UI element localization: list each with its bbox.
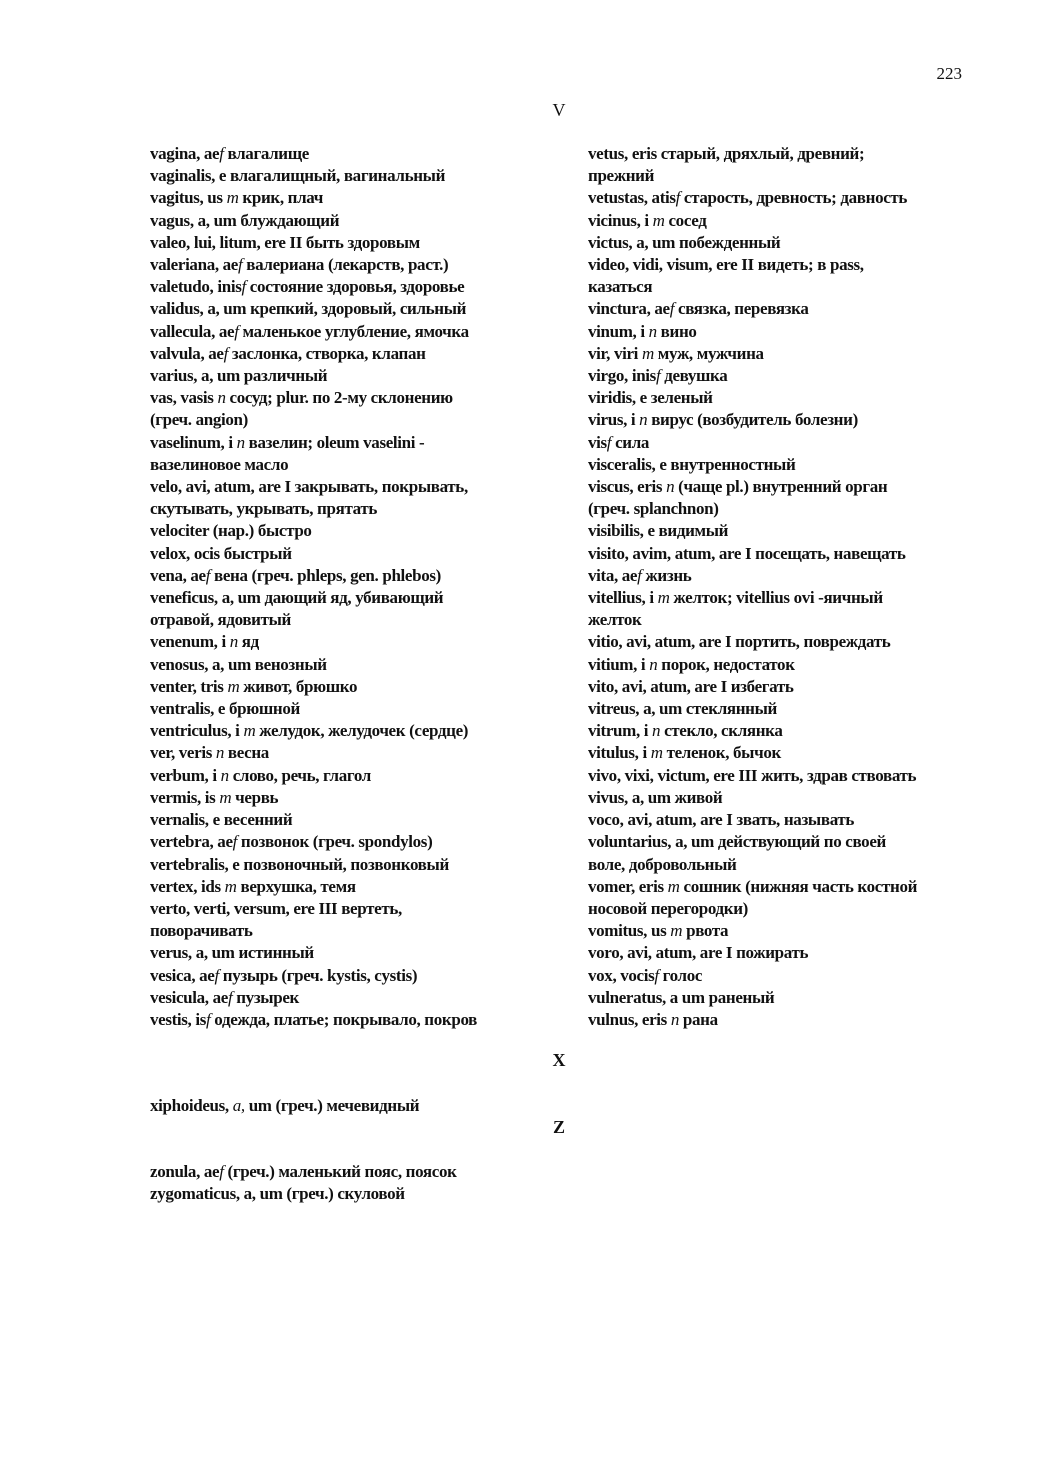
dictionary-entry — [150, 809, 550, 831]
entry-headword-text: xiphoideus, — [150, 1096, 233, 1115]
dictionary-entry — [150, 298, 550, 320]
entry-gender-marker: f — [637, 565, 642, 585]
entry-headword-text: valeo, lui, litum, ere II быть здоровым — [150, 232, 420, 252]
entry-definition-text: муж, мужчина — [653, 343, 764, 363]
entry-definition-text: пузырек — [232, 987, 299, 1007]
entry-gender-marker: f — [606, 432, 612, 452]
dictionary-entry — [150, 232, 550, 254]
dictionary-entry — [150, 387, 550, 409]
dictionary-entry — [588, 387, 988, 409]
entry-headword-text: valvula, ae — [150, 343, 224, 363]
dictionary-entry — [588, 942, 988, 964]
entry-definition-text: рана — [679, 1009, 718, 1029]
entry-headword-text: visito, avim, atum, are I посещать, навещать — [588, 543, 906, 563]
entry-definition-text: червь — [231, 787, 279, 807]
entry-definition-text: состояние здоровья, здоровье — [245, 277, 465, 297]
entry-continuation — [588, 854, 988, 876]
entry-gender-marker: m — [227, 676, 240, 696]
entry-headword-text: vermis, is — [150, 787, 220, 807]
entry-headword-text: vena, ae — [150, 565, 206, 585]
entry-gender-marker: f — [234, 321, 239, 341]
entry-gender-marker: m — [652, 210, 665, 230]
dictionary-entry — [588, 365, 988, 387]
entry-definition-text: валериана (лекарств, раст.) — [242, 255, 449, 275]
entry-headword-text: vomer, eris — [588, 876, 668, 896]
entry-headword-text: (греч. splanchnon) — [588, 499, 719, 519]
entry-definition-text: жизнь — [641, 565, 692, 585]
entry-definition-text: порок, недостаток — [657, 654, 795, 674]
dictionary-entry — [150, 210, 550, 232]
dictionary-entry — [150, 676, 550, 698]
entry-headword-text: vestis, is — [150, 1009, 207, 1029]
entry-definition-text: заслонка, створка, клапан — [227, 343, 426, 363]
dictionary-entry — [588, 187, 988, 209]
entry-headword-text: viridis, e зеленый — [588, 388, 713, 408]
entry-headword-text: virus, i — [588, 410, 640, 430]
section-heading-z: Z — [552, 1117, 565, 1137]
entry-headword-text: vitellius, i — [588, 588, 658, 608]
entry-definition-text: (греч.) маленький пояс, поясок — [223, 1162, 457, 1181]
entry-headword-text: visceralis, e внутренностный — [588, 454, 796, 474]
dictionary-entry — [588, 809, 988, 831]
entry-headword-text: vertex, ids — [150, 876, 225, 896]
dictionary-entry — [150, 831, 550, 853]
entry-gender-marker: m — [226, 188, 239, 208]
entry-continuation — [588, 276, 988, 298]
entry-definition-text: рвота — [682, 921, 729, 941]
dictionary-entry — [588, 987, 988, 1009]
entry-headword-text: воле, добровольный — [588, 854, 737, 874]
entry-headword-text: vir, viri — [588, 343, 642, 363]
dictionary-entry — [150, 165, 550, 187]
dictionary-entry — [588, 787, 988, 809]
entry-continuation — [150, 409, 550, 431]
dictionary-entry — [588, 742, 988, 764]
entry-headword-text: vaselinum, i — [150, 432, 237, 452]
dictionary-entry — [588, 965, 988, 987]
entry-headword-text: vinum, i — [588, 321, 649, 341]
entry-headword-text: venenum, i — [150, 632, 230, 652]
dictionary-entry — [150, 720, 550, 742]
section-heading-v: V — [552, 100, 566, 120]
entry-definition-text: пузырь (греч. kystis, cystis) — [218, 965, 418, 985]
entry-headword-text: vertebralis, e позвоночный, позвонковый — [150, 854, 449, 874]
entry-headword-text: valeriana, ae — [150, 255, 238, 275]
entry-headword-text: venosus, a, um венозный — [150, 654, 327, 674]
entry-headword-text: varius, a, um различный — [150, 366, 328, 386]
entry-headword-text: voluntarius, a, um действующий по своей — [588, 832, 886, 852]
entry-continuation — [150, 498, 550, 520]
entry-definition-text: слово, речь, глагол — [228, 765, 371, 785]
entry-definition-text: сосуд; plur. по 2-му склонению — [225, 388, 453, 408]
dictionary-entry — [150, 987, 550, 1009]
entry-headword-text: vagus, a, um блуждающий — [150, 210, 340, 230]
dictionary-entry — [150, 965, 550, 987]
entry-continuation — [588, 898, 988, 920]
entry-gender-marker: n — [649, 654, 658, 674]
dictionary-entry — [150, 742, 550, 764]
dictionary-entry — [150, 898, 550, 920]
entry-headword-text: ventriculus, i — [150, 721, 244, 741]
entry-definition-text: позвонок (греч. spondylos) — [237, 832, 433, 852]
entry-gender-marker: m — [657, 588, 670, 608]
entry-headword-text: voco, avi, atum, are I звать, называть — [588, 810, 855, 830]
entry-headword-text: veneficus, a, um дающий яд, убивающий — [150, 588, 444, 608]
dictionary-entry — [588, 232, 988, 254]
entry-headword-text: velo, avi, atum, are I закрывать, покрывать, — [150, 477, 468, 497]
dictionary-entry — [150, 343, 550, 365]
entry-definition-text: связка, перевязка — [674, 299, 809, 319]
entry-headword-text: (греч. angion) — [150, 410, 248, 430]
entry-headword-text: vulneratus, a um раненый — [588, 987, 775, 1007]
entry-headword-text: vitreus, a, um стеклянный — [588, 699, 777, 719]
entry-gender-marker: m — [219, 787, 232, 807]
entry-gender-marker: n — [666, 477, 675, 497]
entry-gender-marker: m — [243, 721, 256, 741]
entries-x-column — [150, 1095, 550, 1117]
entry-gender-marker: n — [229, 632, 238, 652]
entry-headword-text: отравой, ядовитый — [150, 610, 291, 630]
entry-definition-text: сила — [611, 432, 650, 452]
dictionary-entry — [588, 920, 988, 942]
entry-definition-text: um (греч.) мечевидный — [244, 1096, 420, 1115]
entry-definition-text: девушка — [660, 366, 728, 386]
entry-headword-text: vicinus, i — [588, 210, 653, 230]
dictionary-entry — [150, 432, 550, 454]
dictionary-entry — [150, 143, 550, 165]
entry-gender-marker: f — [654, 965, 659, 985]
entry-continuation — [588, 498, 988, 520]
section-heading-x: X — [552, 1050, 566, 1070]
dictionary-entry — [588, 654, 988, 676]
entry-headword-text: vivo, vixi, victum, ere III жить, здрав ствовать — [588, 765, 917, 785]
entry-headword-text: vesicula, ae — [150, 987, 228, 1007]
entry-headword-text: vis — [588, 432, 607, 452]
entry-headword-text: скутывать, укрывать, прятать — [150, 499, 378, 519]
dictionary-entry — [588, 765, 988, 787]
entry-headword-text: verus, a, um истинный — [150, 943, 314, 963]
dictionary-entry — [588, 1009, 988, 1031]
entry-headword-text: vivus, a, um живой — [588, 787, 723, 807]
entry-definition-text: вазелин; oleum vaselini - — [244, 432, 425, 452]
entry-headword-text: victus, a, um побежденный — [588, 232, 781, 252]
dictionary-entry — [588, 520, 988, 542]
entry-headword-text: ventralis, e брюшной — [150, 699, 300, 719]
entry-definition-text: стекло, склянка — [660, 721, 783, 741]
entry-headword-text: vinctura, ae — [588, 299, 670, 319]
entry-gender-marker: n — [639, 410, 648, 430]
entry-definition-text: маленькое углубление, ямочка — [238, 321, 469, 341]
entry-headword-text: носовой перегородки) — [588, 898, 748, 918]
entry-definition-text: желудок, желудочек (сердце) — [255, 721, 469, 741]
entry-definition-text: вена (греч. phleps, gen. phlebos) — [210, 565, 441, 585]
dictionary-entry — [150, 1183, 550, 1205]
dictionary-entry — [588, 876, 988, 898]
dictionary-entry — [588, 720, 988, 742]
entry-continuation — [150, 609, 550, 631]
entry-headword-text: vetustas, atis — [588, 188, 676, 208]
entry-definition-text: сошник (нижняя часть костной — [679, 876, 918, 896]
entry-headword-text: voro, avi, atum, are I пожирать — [588, 943, 809, 963]
dictionary-entry — [588, 321, 988, 343]
dictionary-entry — [588, 432, 988, 454]
dictionary-entry — [588, 254, 988, 276]
entry-headword-text: vitrum, i — [588, 721, 653, 741]
entry-definition-text: голос — [658, 965, 703, 985]
entry-headword-text: vertebra, ae — [150, 832, 233, 852]
entry-headword-text: virgo, inis — [588, 366, 656, 386]
entry-gender-marker: n — [217, 388, 226, 408]
entry-gender-marker: f — [223, 343, 228, 363]
entry-headword-text: vomitus, us — [588, 921, 671, 941]
entry-headword-text: validus, a, um крепкий, здоровый, сильный — [150, 299, 467, 319]
entry-headword-text: казаться — [588, 277, 653, 297]
entry-continuation — [150, 454, 550, 476]
dictionary-entry — [588, 210, 988, 232]
entry-definition-text: крик, плач — [238, 188, 323, 208]
entry-gender-marker: n — [670, 1009, 679, 1029]
entry-continuation — [150, 920, 550, 942]
dictionary-entry — [150, 765, 550, 787]
dictionary-entry — [588, 343, 988, 365]
dictionary-entry — [150, 1095, 550, 1117]
dictionary-entry — [588, 409, 988, 431]
entry-definition-text: живот, брюшко — [239, 676, 358, 696]
entry-continuation — [588, 609, 988, 631]
entry-headword-text: zonula, ae — [150, 1162, 220, 1181]
entry-gender-marker: f — [205, 565, 211, 585]
entry-gender-marker: f — [219, 144, 224, 163]
entry-headword-text: vito, avi, atum, are I избегать — [588, 676, 794, 696]
entry-definition-text: вино — [656, 321, 697, 341]
entry-gender-marker: f — [232, 832, 238, 852]
entry-gender-marker: m — [650, 743, 663, 763]
dictionary-entry — [588, 698, 988, 720]
entry-headword-text: поворачивать — [150, 921, 253, 941]
entry-continuation — [588, 165, 988, 187]
entry-headword-text: viscus, eris — [588, 477, 667, 497]
entry-gender-marker: n — [236, 432, 245, 452]
dictionary-entry — [150, 321, 550, 343]
entry-headword-text: zygomaticus, a, um (греч.) скуловой — [150, 1184, 405, 1204]
entry-headword-text: vernalis, e весенний — [150, 810, 293, 830]
entry-gender-marker: m — [641, 343, 654, 363]
dictionary-entry — [150, 698, 550, 720]
dictionary-entry — [588, 543, 988, 565]
dictionary-entry — [150, 476, 550, 498]
entry-definition-text: яд — [237, 632, 259, 652]
dictionary-entry — [150, 254, 550, 276]
dictionary-entry — [588, 298, 988, 320]
entry-gender-marker: n — [648, 321, 657, 341]
entry-gender-marker: a, — [232, 1096, 245, 1115]
entry-definition-text: (чаще pl.) внутренний орган — [674, 477, 888, 497]
dictionary-entry — [150, 854, 550, 876]
dictionary-entry — [150, 631, 550, 653]
entry-gender-marker: n — [220, 765, 229, 785]
entry-headword-text: vagina, ae — [150, 144, 220, 163]
dictionary-entry — [588, 143, 988, 165]
entries-z-column — [150, 1161, 550, 1205]
dictionary-entry — [150, 543, 550, 565]
entry-gender-marker: m — [667, 876, 680, 896]
entry-headword-text: вазелиновое масло — [150, 454, 289, 474]
entry-gender-marker: m — [670, 921, 683, 941]
entry-headword-text: vagitus, us — [150, 188, 227, 208]
dictionary-entry — [150, 587, 550, 609]
entry-headword-text: verbum, i — [150, 765, 221, 785]
entry-headword-text: vitium, i — [588, 654, 650, 674]
dictionary-entry — [588, 565, 988, 587]
entry-headword-text: velociter (нар.) быстро — [150, 521, 312, 541]
entry-definition-text: весна — [224, 743, 269, 763]
entry-gender-marker: n — [652, 721, 661, 741]
entry-headword-text: visibilis, e видимый — [588, 521, 729, 541]
entry-definition-text: верхушка, темя — [236, 876, 356, 896]
entry-gender-marker: f — [214, 965, 219, 985]
dictionary-entry — [150, 942, 550, 964]
entry-headword-text: vas, vasis — [150, 388, 218, 408]
dictionary-entry — [150, 565, 550, 587]
entry-gender-marker: f — [675, 188, 681, 208]
entry-gender-marker: f — [219, 1162, 224, 1181]
dictionary-entry — [150, 520, 550, 542]
entry-headword-text: valetudo, inis — [150, 277, 242, 297]
entry-definition-text: сосед — [664, 210, 707, 230]
entry-headword-text: прежний — [588, 166, 655, 186]
entry-headword-text: vulnus, eris — [588, 1009, 671, 1029]
entry-headword-text: video, vidi, visum, ere II видеть; в pass, — [588, 255, 864, 275]
entry-headword-text: ver, veris — [150, 743, 216, 763]
dictionary-entry — [588, 676, 988, 698]
entry-gender-marker: f — [655, 366, 661, 386]
entry-definition-text: желток; vitellius ovi -яичный — [669, 588, 883, 608]
entry-gender-marker: f — [238, 255, 243, 275]
entry-headword-text: vitulus, i — [588, 743, 651, 763]
entry-definition-text: влагалище — [223, 144, 309, 163]
entry-headword-text: желток — [588, 610, 642, 630]
dictionary-entry — [588, 831, 988, 853]
entry-headword-text: vaginalis, e влагалищный, вагинальный — [150, 166, 446, 186]
dictionary-entry — [150, 1161, 550, 1183]
dictionary-entry — [588, 476, 988, 498]
entry-headword-text: venter, tris — [150, 676, 228, 696]
entry-gender-marker: f — [227, 987, 233, 1007]
entry-headword-text: vetus, eris старый, дряхлый, древний; — [588, 144, 865, 163]
entry-headword-text: vesica, ae — [150, 965, 215, 985]
entry-gender-marker: f — [669, 299, 675, 319]
page-number: 223 — [936, 64, 962, 83]
entry-gender-marker: f — [241, 277, 246, 297]
entry-definition-text: теленок, бычок — [662, 743, 781, 763]
entry-headword-text: vita, ae — [588, 565, 638, 585]
entry-headword-text: vitio, avi, atum, are I портить, повреждать — [588, 632, 891, 652]
dictionary-entry — [150, 654, 550, 676]
dictionary-entry — [588, 587, 988, 609]
dictionary-entry — [150, 276, 550, 298]
dictionary-entry — [588, 454, 988, 476]
dictionary-entry — [588, 631, 988, 653]
entries-v-right-column — [588, 143, 988, 1031]
entry-gender-marker: f — [206, 1009, 211, 1029]
dictionary-entry — [150, 876, 550, 898]
entry-headword-text: vallecula, ae — [150, 321, 235, 341]
entry-headword-text: vox, vocis — [588, 965, 655, 985]
dictionary-entry — [150, 365, 550, 387]
entry-gender-marker: n — [215, 743, 225, 763]
entry-definition-text: вирус (возбудитель болезни) — [647, 410, 858, 430]
entries-v-left-column — [150, 143, 550, 1031]
dictionary-entry — [150, 787, 550, 809]
entry-headword-text: verto, verti, versum, ere III вертеть, — [150, 898, 402, 918]
entry-headword-text: velox, ocis быстрый — [150, 543, 292, 563]
dictionary-entry — [150, 187, 550, 209]
entry-gender-marker: m — [224, 876, 237, 896]
dictionary-entry — [150, 1009, 550, 1031]
entry-definition-text: старость, древность; давность — [680, 188, 908, 208]
entry-definition-text: одежда, платье; покрывало, покров — [210, 1009, 477, 1029]
